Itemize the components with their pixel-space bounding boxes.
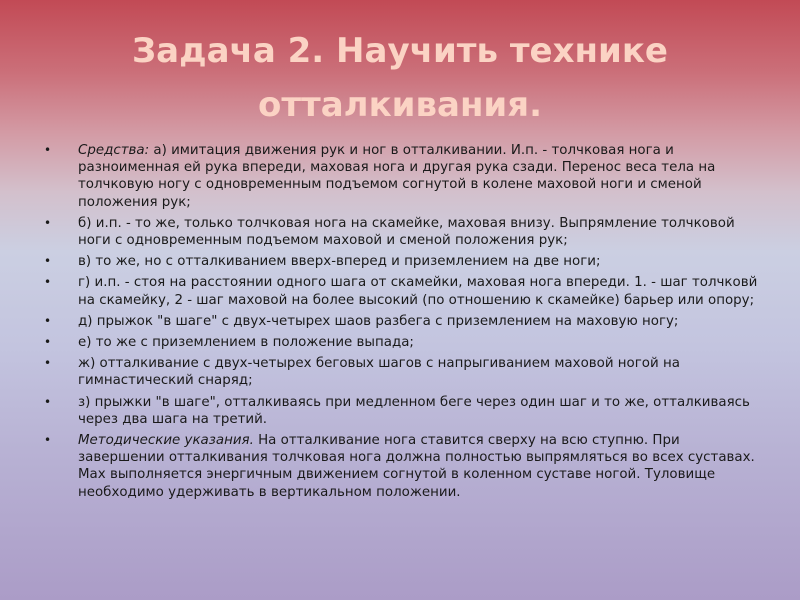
bullet-means: [44, 142, 764, 211]
bullet-item-e: [44, 334, 764, 351]
bullet-text: ж) отталкивание с двух-четырех беговых шагов с напрыгиванием маховой ногой на гимнастический снаряд;: [78, 356, 680, 389]
bullet-item-d: [44, 313, 764, 330]
bullet-text: б) и.п. - то же, только толчковая нога на скамейке, маховая внизу. Выпрямление толчковой ноги с одновременным подъемом маховой и сменой положения рук;: [78, 215, 735, 249]
bullet-point-icon: •: [44, 215, 52, 230]
bullet-point-icon: •: [44, 335, 52, 350]
bullet-item-zh: [44, 355, 764, 389]
bullet-point-icon: •: [44, 433, 52, 448]
bullet-text: На отталкивание нога ставится сверху на всю ступню. При завершении отталкивания толчковая нога должна полностью выпрямляться во всех суставах. Мах выполняется энергичным движением согнутой в коленном суставе ногой. Туловище необходимо удерживать в вертикальном положении.: [78, 433, 755, 500]
bullet-text: з) прыжки "в шаге", отталкиваясь при медленном беге через один шаг и то же, отталкиваясь через два шага на третий.: [78, 394, 750, 427]
bullet-item-g: [44, 274, 764, 308]
bullet-emphasis: Методические указания.: [78, 433, 254, 449]
bullet-point-icon: •: [44, 313, 52, 328]
bullet-emphasis: Средства:: [78, 143, 150, 158]
content-bullet-list: [44, 142, 764, 505]
bullet-item-z: [44, 394, 764, 428]
bullet-point-icon: •: [44, 254, 52, 269]
bullet-text: е) то же с приземлением в положение выпада;: [78, 335, 414, 351]
bullet-item-b: [44, 215, 764, 249]
bullet-text: в) то же, но с отталкиванием вверх-вперед и приземлением на две ноги;: [78, 254, 601, 270]
bullet-point-icon: •: [44, 394, 52, 409]
bullet-text: д) прыжок "в шаге" с двух-четырех шаов разбега с приземлением на маховую ногу;: [78, 313, 679, 329]
bullet-text: г) и.п. - стоя на расстоянии одного шага от скамейки, маховая нога впереди. 1. - шаг толчковй на скамейку, 2 - шаг маховой на более высокий (по отношению к скамейке) барьер или опору;: [78, 275, 758, 308]
bullet-point-icon: •: [44, 275, 52, 290]
bullet-point-icon: •: [44, 356, 52, 371]
bullet-item-v: [44, 253, 764, 270]
bullet-text: а) имитация движения рук и ног в отталкивании. И.п. - толчковая нога и разноименная ей рука впереди, маховая нога и другая рука сзади. Перенос веса тела на толчковую ногу с одновременным подъемом согнутой в колене маховой ноги и сменой положения рук;: [78, 143, 716, 210]
bullet-point-icon: •: [44, 143, 52, 157]
slide-title: Задача 2. Научить технике отталкивания.: [132, 31, 668, 125]
bullet-methodical-notes: [44, 432, 764, 501]
